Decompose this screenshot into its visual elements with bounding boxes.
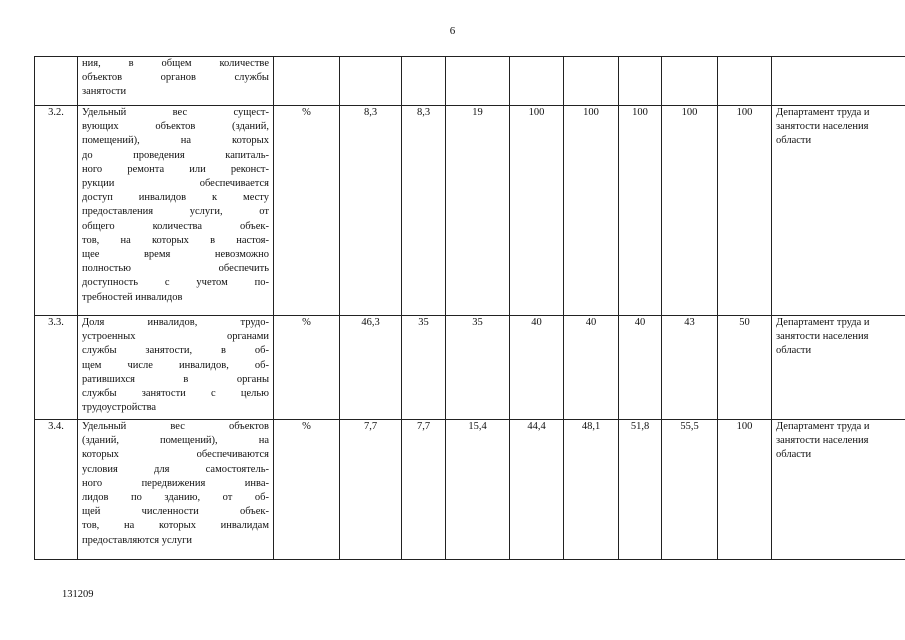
- description-line: Удельный вес объектов: [82, 421, 269, 432]
- description-line: службы занятости, в об-: [82, 345, 269, 357]
- description-line: предоставления услуги, от: [82, 206, 269, 218]
- value-cell: 51,8: [619, 420, 662, 560]
- department-line: области: [776, 345, 812, 357]
- description-line: ния, в общем количестве: [82, 58, 269, 69]
- value-cell: 40: [510, 316, 564, 420]
- value-cell: 46,3: [340, 316, 402, 420]
- value-cell: 100: [510, 106, 564, 316]
- unit-cell: [274, 57, 340, 106]
- value-cell: [662, 57, 718, 106]
- description-line: занятости: [82, 86, 127, 98]
- description-line: ного ремонта или реконст-: [82, 163, 269, 175]
- department-cell: [772, 316, 905, 420]
- row-index-cell: 3.2.: [35, 106, 78, 316]
- value-cell: 40: [564, 316, 619, 420]
- description-line: требностей инвалидов: [82, 291, 183, 303]
- department-line: области: [776, 449, 812, 461]
- description-line: рукции обеспечивается: [82, 178, 269, 190]
- description-line: устроенных органами: [82, 331, 269, 343]
- value-cell: 35: [446, 316, 510, 420]
- description-line: доступность с учетом по-: [82, 277, 269, 289]
- value-cell: 35: [402, 316, 446, 420]
- description-line: службы занятости с целью: [82, 388, 269, 400]
- table-row: [35, 57, 905, 106]
- footer-code: 131209: [62, 589, 94, 600]
- description-line: полностью обеспечить: [82, 263, 269, 275]
- description-line: до проведения капиталь-: [82, 149, 269, 161]
- description-line: тов, на которых инвалидам: [82, 520, 269, 532]
- description-line: объектов органов службы: [82, 72, 269, 84]
- row-index-cell: 3.4.: [35, 420, 78, 560]
- department-line: Департамент труда и: [776, 317, 870, 328]
- description-line: трудоустройства: [82, 402, 157, 414]
- value-cell: 100: [564, 106, 619, 316]
- indicator-description-cell: [78, 316, 274, 420]
- unit-cell: %: [274, 420, 340, 560]
- description-line: условия для самостоятель-: [82, 463, 269, 475]
- value-cell: 50: [718, 316, 772, 420]
- value-cell: 40: [619, 316, 662, 420]
- indicator-description-cell: [78, 420, 274, 560]
- value-cell: 100: [662, 106, 718, 316]
- row-index-cell: 3.3.: [35, 316, 78, 420]
- table-row: [35, 316, 905, 420]
- indicator-description-cell: [78, 106, 274, 316]
- unit-cell: %: [274, 106, 340, 316]
- department-cell: [772, 420, 905, 560]
- value-cell: 100: [619, 106, 662, 316]
- description-line: доступ инвалидов к месту: [82, 192, 269, 204]
- department-cell: [772, 57, 905, 106]
- value-cell: 19: [446, 106, 510, 316]
- description-line: ратившихся в органы: [82, 373, 269, 385]
- description-line: ного передвижения инва-: [82, 477, 269, 489]
- page-number: 6: [449, 25, 456, 37]
- indicators-table: [34, 56, 905, 560]
- description-line: (зданий, помещений), на: [82, 435, 269, 447]
- value-cell: 8,3: [340, 106, 402, 316]
- value-cell: 43: [662, 316, 718, 420]
- description-line: Удельный вес сущест-: [82, 107, 269, 118]
- department-line: области: [776, 135, 812, 147]
- value-cell: 8,3: [402, 106, 446, 316]
- description-line: предоставляются услуги: [82, 534, 193, 546]
- row-index-cell: [35, 57, 78, 106]
- value-cell: 100: [718, 106, 772, 316]
- department-line: занятости населения: [776, 331, 869, 343]
- value-cell: 7,7: [340, 420, 402, 560]
- table-row: [35, 420, 905, 560]
- description-line: щее время невозможно: [82, 249, 269, 261]
- department-line: занятости населения: [776, 435, 869, 447]
- description-line: Доля инвалидов, трудо-: [82, 317, 269, 328]
- value-cell: 100: [718, 420, 772, 560]
- unit-cell: %: [274, 316, 340, 420]
- value-cell: [402, 57, 446, 106]
- value-cell: [564, 57, 619, 106]
- value-cell: [718, 57, 772, 106]
- value-cell: 15,4: [446, 420, 510, 560]
- value-cell: [446, 57, 510, 106]
- department-line: занятости населения: [776, 121, 869, 133]
- department-cell: [772, 106, 905, 316]
- department-line: Департамент труда и: [776, 421, 870, 432]
- value-cell: 44,4: [510, 420, 564, 560]
- description-line: которых обеспечиваются: [82, 449, 269, 461]
- value-cell: 7,7: [402, 420, 446, 560]
- description-line: общего количества объек-: [82, 220, 269, 232]
- value-cell: [340, 57, 402, 106]
- value-cell: [510, 57, 564, 106]
- table-row: [35, 106, 905, 316]
- indicator-description-cell: [78, 57, 274, 106]
- description-line: щем числе инвалидов, об-: [82, 359, 269, 371]
- description-line: лидов по зданию, от об-: [82, 492, 269, 504]
- department-line: Департамент труда и: [776, 107, 870, 118]
- description-line: вующих объектов (зданий,: [82, 121, 269, 133]
- value-cell: 48,1: [564, 420, 619, 560]
- value-cell: 55,5: [662, 420, 718, 560]
- description-line: щей численности объек-: [82, 506, 269, 518]
- value-cell: [619, 57, 662, 106]
- description-line: тов, на которых в настоя-: [82, 234, 269, 246]
- description-line: помещений), на которых: [82, 135, 269, 147]
